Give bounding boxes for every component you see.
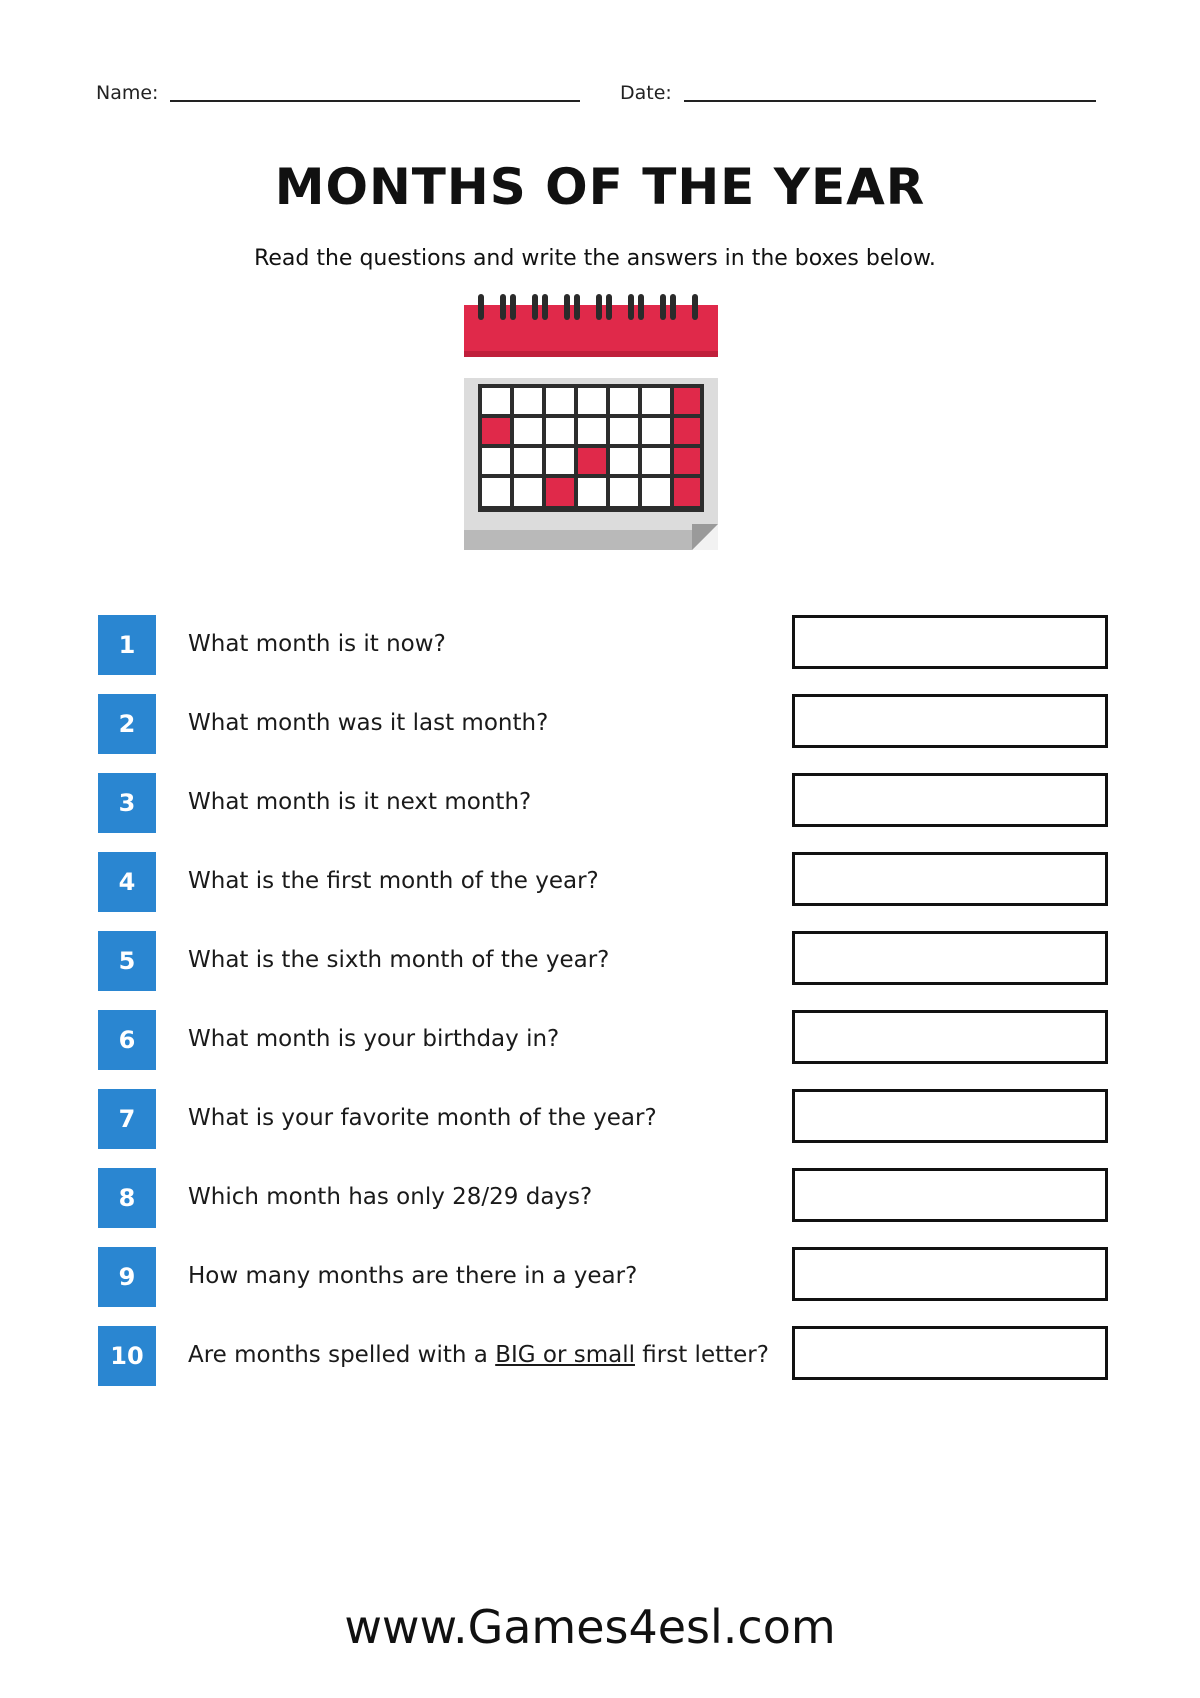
question-row	[98, 852, 1110, 912]
date-line[interactable]	[684, 100, 1096, 102]
question-number: 10	[98, 1326, 156, 1386]
question-text: What month was it last month?	[188, 710, 549, 736]
answer-box[interactable]	[792, 1089, 1108, 1143]
question-text: How many months are there in a year?	[188, 1263, 638, 1289]
header-row	[96, 80, 1096, 110]
question-row	[98, 1247, 1110, 1307]
question-text: What month is your birthday in?	[188, 1026, 560, 1052]
question-number: 9	[98, 1247, 156, 1307]
question-number: 1	[98, 615, 156, 675]
answer-box[interactable]	[792, 931, 1108, 985]
question-number: 6	[98, 1010, 156, 1070]
question-number: 3	[98, 773, 156, 833]
question-text: What month is it now?	[188, 631, 446, 657]
question-text-before: Are months spelled with a	[188, 1342, 496, 1368]
question-row	[98, 615, 1110, 675]
answer-box[interactable]	[792, 1010, 1108, 1064]
answer-box[interactable]	[792, 1168, 1108, 1222]
question-text: What month is it next month?	[188, 789, 532, 815]
answer-box[interactable]	[792, 773, 1108, 827]
question-row	[98, 1010, 1110, 1070]
question-text: What is your favorite month of the year?	[188, 1105, 657, 1131]
question-row	[98, 931, 1110, 991]
footer-website: www.Games4esl.com	[344, 1600, 836, 1654]
question-text: What is the sixth month of the year?	[188, 947, 610, 973]
answer-box[interactable]	[792, 1247, 1108, 1301]
question-row	[98, 1168, 1110, 1228]
question-number: 8	[98, 1168, 156, 1228]
question-text: What is the first month of the year?	[188, 868, 599, 894]
calendar-icon	[462, 290, 722, 552]
answer-box[interactable]	[792, 1326, 1108, 1380]
question-number: 7	[98, 1089, 156, 1149]
question-row	[98, 694, 1110, 754]
answer-box[interactable]	[792, 852, 1108, 906]
answer-box[interactable]	[792, 694, 1108, 748]
question-text	[188, 1326, 769, 1386]
question-text-after: first letter?	[634, 1342, 769, 1368]
question-row	[98, 1326, 1110, 1386]
question-number: 5	[98, 931, 156, 991]
question-row	[98, 1089, 1110, 1149]
name-label: Name:	[96, 82, 159, 104]
page-title: MONTHS OF THE YEAR	[274, 158, 926, 216]
answer-box[interactable]	[792, 615, 1108, 669]
question-text-underlined: BIG or small	[495, 1342, 635, 1368]
question-row	[98, 773, 1110, 833]
question-number: 4	[98, 852, 156, 912]
name-line[interactable]	[170, 100, 580, 102]
date-label: Date:	[620, 82, 672, 104]
question-number: 2	[98, 694, 156, 754]
question-text: Which month has only 28/29 days?	[188, 1184, 593, 1210]
instructions: Read the questions and write the answers in the boxes below.	[254, 246, 936, 271]
